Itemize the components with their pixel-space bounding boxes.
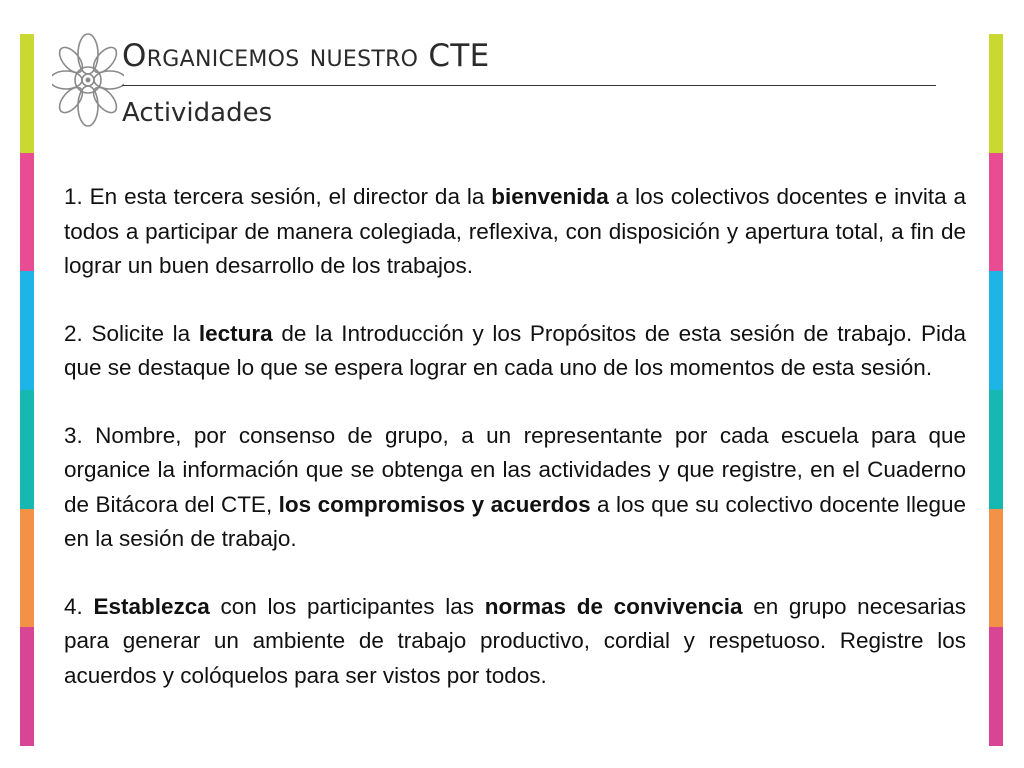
activities-list [64, 180, 966, 693]
activity-paragraph-4 [64, 590, 966, 694]
text-run: 2. Solicite la [64, 320, 199, 346]
bold-text: bienvenida [491, 184, 609, 209]
text-run: en grupo necesarias para generar un ambiente de trabajo productivo, cordial y respetuoso. Registre los acuerdos y colóquelos para ser vistos por todos. [64, 593, 966, 688]
left-color-bar [20, 34, 34, 746]
bar-segment-lime [20, 34, 34, 153]
bold-text: los compromisos y acuerdos [278, 491, 591, 517]
bar-segment-pink [20, 153, 34, 272]
right-color-bar [989, 34, 1003, 746]
text-run: de la Introducción y los Propósitos de esta sesión de trabajo. Pida que se destaque lo que se espera lograr en cada uno de los momentos de esta sesión. [64, 320, 966, 380]
bar-segment-blue [20, 271, 34, 390]
text-run: a los colectivos docentes e invita a todos a participar de manera colegiada, reflexiva, con disposición y apertura total, a fin de lograr un buen desarrollo de los trabajos. [64, 184, 967, 278]
text-run: 4. [64, 593, 94, 619]
bar-segment-magenta [20, 627, 34, 746]
title-divider [122, 85, 936, 86]
page-subtitle: Actividades [122, 98, 273, 128]
bold-text: normas de convivencia [484, 593, 743, 619]
bar-segment-magenta [989, 627, 1003, 746]
page-title: Organicemos nuestro CTE [122, 38, 490, 74]
bar-segment-orange [989, 509, 1003, 628]
bar-segment-pink [989, 153, 1003, 272]
text-run: 3. Nombre, por consenso de grupo, a un representante por cada escuela para que organice la información que se obtenga en las actividades y que registre, en el Cuaderno de Bitácora del CTE, [64, 422, 966, 517]
activity-paragraph-3 [64, 419, 966, 557]
mandala-flower-icon [52, 30, 124, 130]
text-run: a los que su colectivo docente llegue en la sesión de trabajo. [64, 491, 966, 551]
bold-text: lectura [198, 320, 273, 346]
bar-segment-teal [989, 390, 1003, 509]
bold-text: Establezca [93, 593, 210, 619]
activity-paragraph-1 [64, 180, 966, 284]
text-run: con los participantes las [209, 593, 485, 619]
bar-segment-teal [20, 390, 34, 509]
activity-paragraph-2 [64, 317, 966, 386]
text-run: 1. En esta tercera sesión, el director da la [64, 184, 492, 209]
bar-segment-orange [20, 509, 34, 628]
bar-segment-lime [989, 34, 1003, 153]
slide-header [52, 30, 938, 138]
bar-segment-blue [989, 271, 1003, 390]
